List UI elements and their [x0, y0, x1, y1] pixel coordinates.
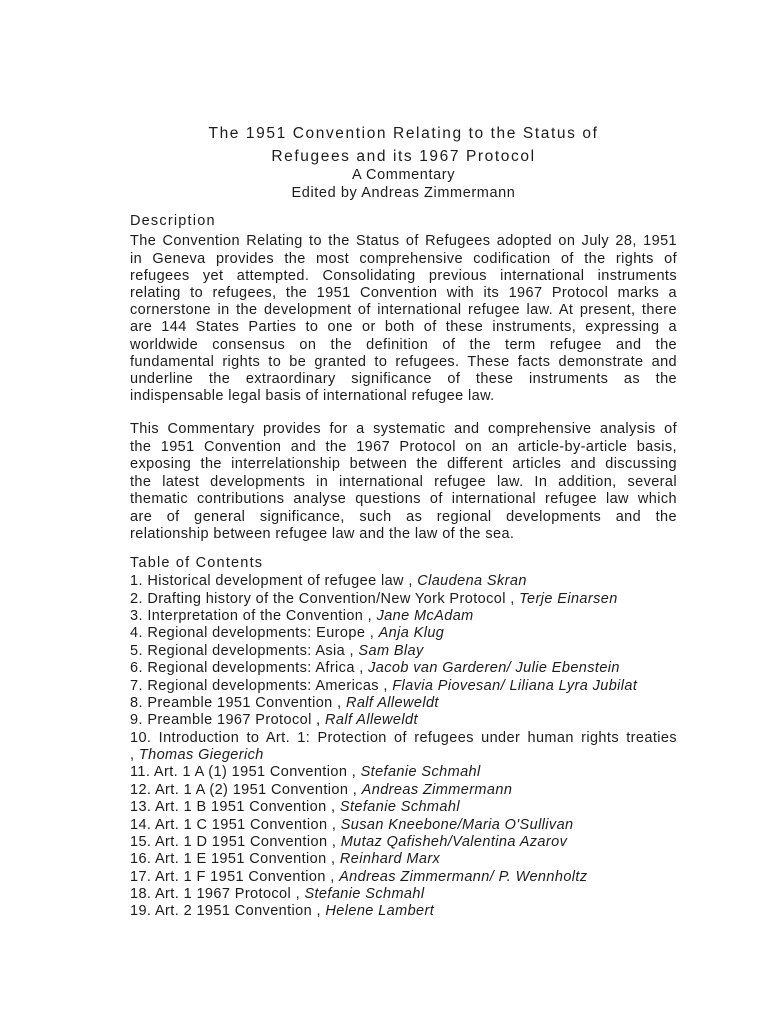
toc-item: [130, 851, 677, 868]
toc-item-label: 1. Historical development of refugee law ,: [130, 573, 413, 590]
toc-item-label: 4. Regional developments: Europe ,: [130, 625, 375, 642]
toc-item-author: Jacob van Garderen/ Julie Ebenstein: [368, 660, 620, 677]
toc-item-author: Flavia Piovesan/ Liliana Lyra Jubilat: [392, 677, 638, 694]
toc-item: [130, 591, 677, 608]
toc-item-continuation: [130, 747, 677, 764]
paragraph-line: exposing the interrelationship between the different articles and discussing: [130, 456, 677, 473]
toc-item-label: 5. Regional developments: Asia ,: [130, 642, 354, 659]
toc-item-label: 15. Art. 1 D 1951 Convention ,: [130, 833, 337, 850]
paragraph-line: relationship between refugee law and the law of the sea.: [130, 526, 515, 543]
toc-item-label: 10. Introduction to Art. 1: Protection of refugees under human rights treaties: [130, 729, 677, 746]
paragraph-line: are 144 States Parties to one or both of these instruments, expressing a: [130, 319, 677, 336]
toc-item-author: Susan Kneebone/Maria O'Sullivan: [340, 816, 574, 833]
toc-item-label: 3. Interpretation of the Convention ,: [130, 608, 373, 625]
paragraph-line: indispensable legal basis of international refugee law.: [130, 388, 495, 405]
title-subtitle-block: [130, 166, 677, 202]
toc-item-author: Jane McAdam: [376, 608, 474, 625]
toc-item-author: Sam Blay: [358, 642, 424, 659]
toc-item: [130, 573, 677, 590]
toc-item: [130, 730, 677, 765]
toc-item-label: 7. Regional developments: Americas ,: [130, 677, 388, 694]
toc-heading: Table of Contents: [130, 555, 264, 572]
toc-item-author: Ralf Alleweldt: [345, 694, 439, 711]
paragraph-line: in Geneva provides the most comprehensive codification of the rights of: [130, 250, 677, 267]
toc-item-author: Stefanie Schmahl: [304, 886, 425, 903]
editor-line: Edited by Andreas Zimmermann: [291, 185, 516, 201]
toc-item: [130, 643, 677, 660]
toc-item-label: 16. Art. 1 E 1951 Convention ,: [130, 851, 336, 868]
toc-item: [130, 660, 677, 677]
toc-item-separator: ,: [130, 747, 135, 764]
toc-item: [130, 608, 677, 625]
toc-list: [130, 573, 677, 921]
toc-item-author: Andreas Zimmermann/ P. Wennholtz: [339, 868, 588, 885]
toc-item-author: Claudena Skran: [417, 573, 527, 590]
toc-item: [130, 817, 677, 834]
toc-item-author: Mutaz Qafisheh/Valentina Azarov: [340, 833, 568, 850]
toc-item: [130, 799, 677, 816]
toc-item: [130, 886, 677, 903]
toc-item-label: 2. Drafting history of the Convention/New York Protocol ,: [130, 590, 515, 607]
description-paragraph: [130, 233, 677, 405]
toc-item-author: Anja Klug: [378, 625, 445, 642]
toc-item-author: Andreas Zimmermann: [361, 781, 513, 798]
title-line: The 1951 Convention Relating to the Status of: [208, 124, 599, 142]
toc-item-label: 13. Art. 1 B 1951 Convention ,: [130, 799, 336, 816]
toc-item-label: 18. Art. 1 1967 Protocol ,: [130, 886, 300, 903]
paragraph-line: the latest developments in international refugee law. In addition, several: [130, 473, 677, 490]
toc-item-label: 17. Art. 1 F 1951 Convention ,: [130, 868, 335, 885]
paragraph-line: thematic contributions analyse questions of international refugee law which: [130, 491, 677, 508]
toc-item: [130, 678, 677, 695]
description-paragraph: [130, 421, 677, 544]
toc-item: [130, 903, 677, 920]
title-line: Refugees and its 1967 Protocol: [271, 147, 536, 165]
toc-item-author: Thomas Giegerich: [138, 747, 264, 764]
paragraph-line: relating to refugees, the 1951 Convention with its 1967 Protocol marks a: [130, 285, 677, 301]
subtitle: A Commentary: [351, 167, 456, 183]
paragraph-line: worldwide consensus on the definition of the term refugee and the: [130, 336, 677, 353]
toc-item-author: Stefanie Schmahl: [339, 799, 460, 816]
paragraph-line: This Commentary provides for a systematic and comprehensive analysis of: [130, 421, 677, 438]
toc-item-label: 12. Art. 1 A (2) 1951 Convention ,: [130, 781, 358, 798]
toc-item-label: 11. Art. 1 A (1) 1951 Convention ,: [130, 764, 357, 781]
toc-item: [130, 625, 677, 642]
toc-item: [130, 869, 677, 886]
paragraph-line: cornerstone in the development of international refugee law. At present, there: [130, 302, 677, 319]
toc-item-label: 19. Art. 2 1951 Convention ,: [130, 903, 321, 920]
toc-item-author: Reinhard Marx: [339, 851, 441, 868]
toc-item: [130, 764, 677, 781]
toc-item: [130, 712, 677, 729]
toc-item-label: 6. Regional developments: Africa ,: [130, 660, 364, 677]
paragraph-line: underline the extraordinary significance of these instruments as the: [130, 371, 677, 388]
paragraph-line: the 1951 Convention and the 1967 Protocol on an article-by-article basis,: [130, 438, 677, 455]
toc-item-author: Ralf Alleweldt: [324, 712, 418, 729]
toc-item: [130, 695, 677, 712]
toc-item-author: Helene Lambert: [325, 903, 435, 920]
toc-item-label: 8. Preamble 1951 Convention ,: [130, 694, 342, 711]
paragraph-line: The Convention Relating to the Status of Refugees adopted on July 28, 1951: [130, 233, 677, 250]
paragraph-line: are of general significance, such as regional developments and the: [130, 508, 677, 525]
toc-item-author: Terje Einarsen: [519, 590, 618, 607]
description-heading: Description: [130, 213, 216, 230]
paragraph-line: refugees yet attempted. Consolidating previous international instruments: [130, 267, 677, 284]
toc-item-label: 14. Art. 1 C 1951 Convention ,: [130, 816, 337, 833]
toc-item-label: 9. Preamble 1967 Protocol ,: [130, 712, 321, 729]
toc-item: [130, 782, 677, 799]
paragraph-line: fundamental rights to be granted to refugees. These facts demonstrate and: [130, 353, 677, 370]
toc-item-author: Stefanie Schmahl: [360, 764, 481, 781]
document-title: [130, 122, 677, 168]
toc-item: [130, 834, 677, 851]
